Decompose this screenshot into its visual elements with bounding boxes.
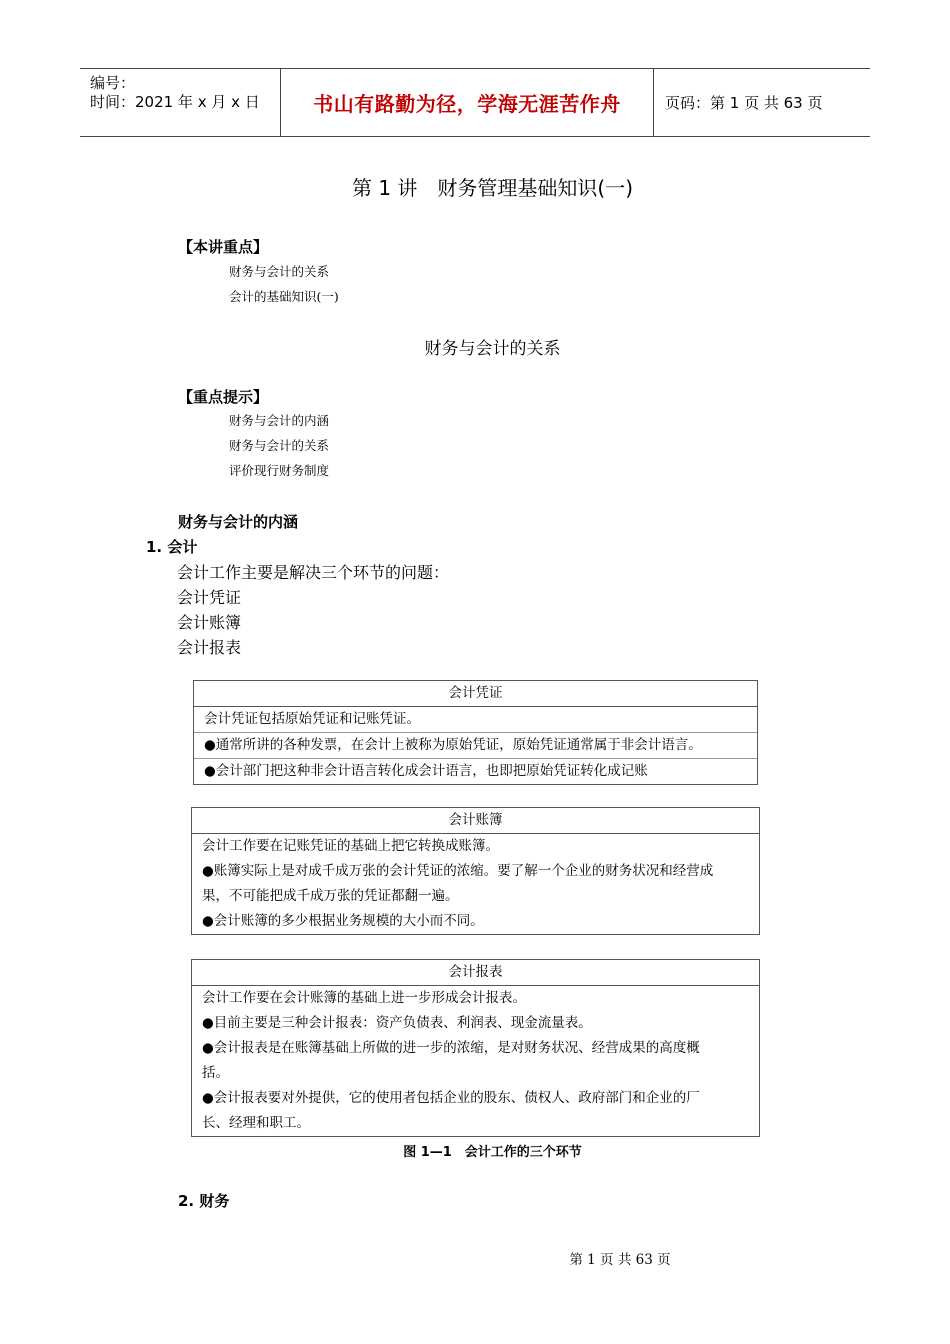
- statements-box-line: 长、经理和职工。: [202, 1115, 310, 1131]
- key-point-item: 财务与会计的关系: [229, 264, 330, 279]
- page-footer: 第 1 页 共 63 页: [569, 1252, 671, 1268]
- part1-item: 会计账簿: [177, 613, 242, 632]
- lecture-title: 第 1 讲 财务管理基础知识(一): [351, 176, 634, 200]
- part1-heading: 1. 会计: [146, 538, 198, 556]
- document-header: [80, 68, 870, 137]
- document-time-label: 时间：2021 年 x 月 x 日: [90, 93, 260, 111]
- voucher-box-line: ●会计部门把这种非会计语言转化成会计语言，也即把原始凭证转化成记账: [204, 763, 648, 779]
- hint-item: 评价现行财务制度: [229, 463, 330, 478]
- ledger-box-line: 果，不可能把成千成万张的凭证都翻一遍。: [202, 888, 459, 904]
- figure-caption: 图 1—1 会计工作的三个环节: [403, 1145, 582, 1160]
- voucher-box: [193, 680, 758, 785]
- ledger-box-line: ●账簿实际上是对成千成万张的会计凭证的浓缩。要了解一个企业的财务状况和经营成: [202, 863, 714, 879]
- statements-box-line: ●会计报表要对外提供，它的使用者包括企业的股东、债权人、政府部门和企业的厂: [202, 1090, 700, 1106]
- statements-box-line: ●目前主要是三种会计报表：资产负债表、利润表、现金流量表。: [202, 1015, 592, 1031]
- part1-item: 会计凭证: [177, 588, 242, 607]
- subsection-title: 财务与会计的内涵: [178, 513, 299, 531]
- ledger-box: [191, 807, 760, 935]
- part1-item: 会计报表: [177, 638, 242, 657]
- hints-label: 【重点提示】: [178, 388, 269, 406]
- voucher-box-line: 会计凭证包括原始凭证和记账凭证。: [194, 707, 757, 733]
- ledger-box-line: ●会计账簿的多少根据业务规模的大小而不同。: [202, 913, 484, 929]
- ledger-box-line: 会计工作要在记账凭证的基础上把它转换成账簿。: [202, 838, 499, 854]
- ledger-box-title: 会计账簿: [192, 808, 759, 834]
- document-number-label: 编号：: [90, 74, 136, 92]
- part1-intro: 会计工作主要是解决三个环节的问题：: [177, 563, 450, 582]
- statements-box-line: 会计工作要在会计账簿的基础上进一步形成会计报表。: [202, 990, 526, 1006]
- section-title: 财务与会计的关系: [424, 339, 561, 359]
- header-page-info: 页码：第 1 页 共 63 页: [665, 94, 823, 112]
- key-points-label: 【本讲重点】: [178, 238, 269, 256]
- key-point-item: 会计的基础知识(一): [229, 289, 339, 304]
- header-motto-cell: [281, 69, 654, 136]
- header-motto: 书山有路勤为径，学海无涯苦作舟: [313, 92, 621, 116]
- part2-heading: 2. 财务: [178, 1192, 230, 1210]
- header-meta-cell: [80, 69, 281, 136]
- voucher-box-title: 会计凭证: [194, 681, 757, 707]
- hint-item: 财务与会计的关系: [229, 438, 330, 453]
- hint-item: 财务与会计的内涵: [229, 413, 330, 428]
- statements-box: [191, 959, 760, 1137]
- header-page-cell: [655, 69, 870, 136]
- voucher-box-line: ●通常所讲的各种发票，在会计上被称为原始凭证，原始凭证通常属于非会计语言。: [194, 733, 757, 759]
- statements-box-line: 括。: [202, 1065, 229, 1081]
- statements-box-line: ●会计报表是在账簿基础上所做的进一步的浓缩，是对财务状况、经营成果的高度概: [202, 1040, 700, 1056]
- statements-box-title: 会计报表: [192, 960, 759, 986]
